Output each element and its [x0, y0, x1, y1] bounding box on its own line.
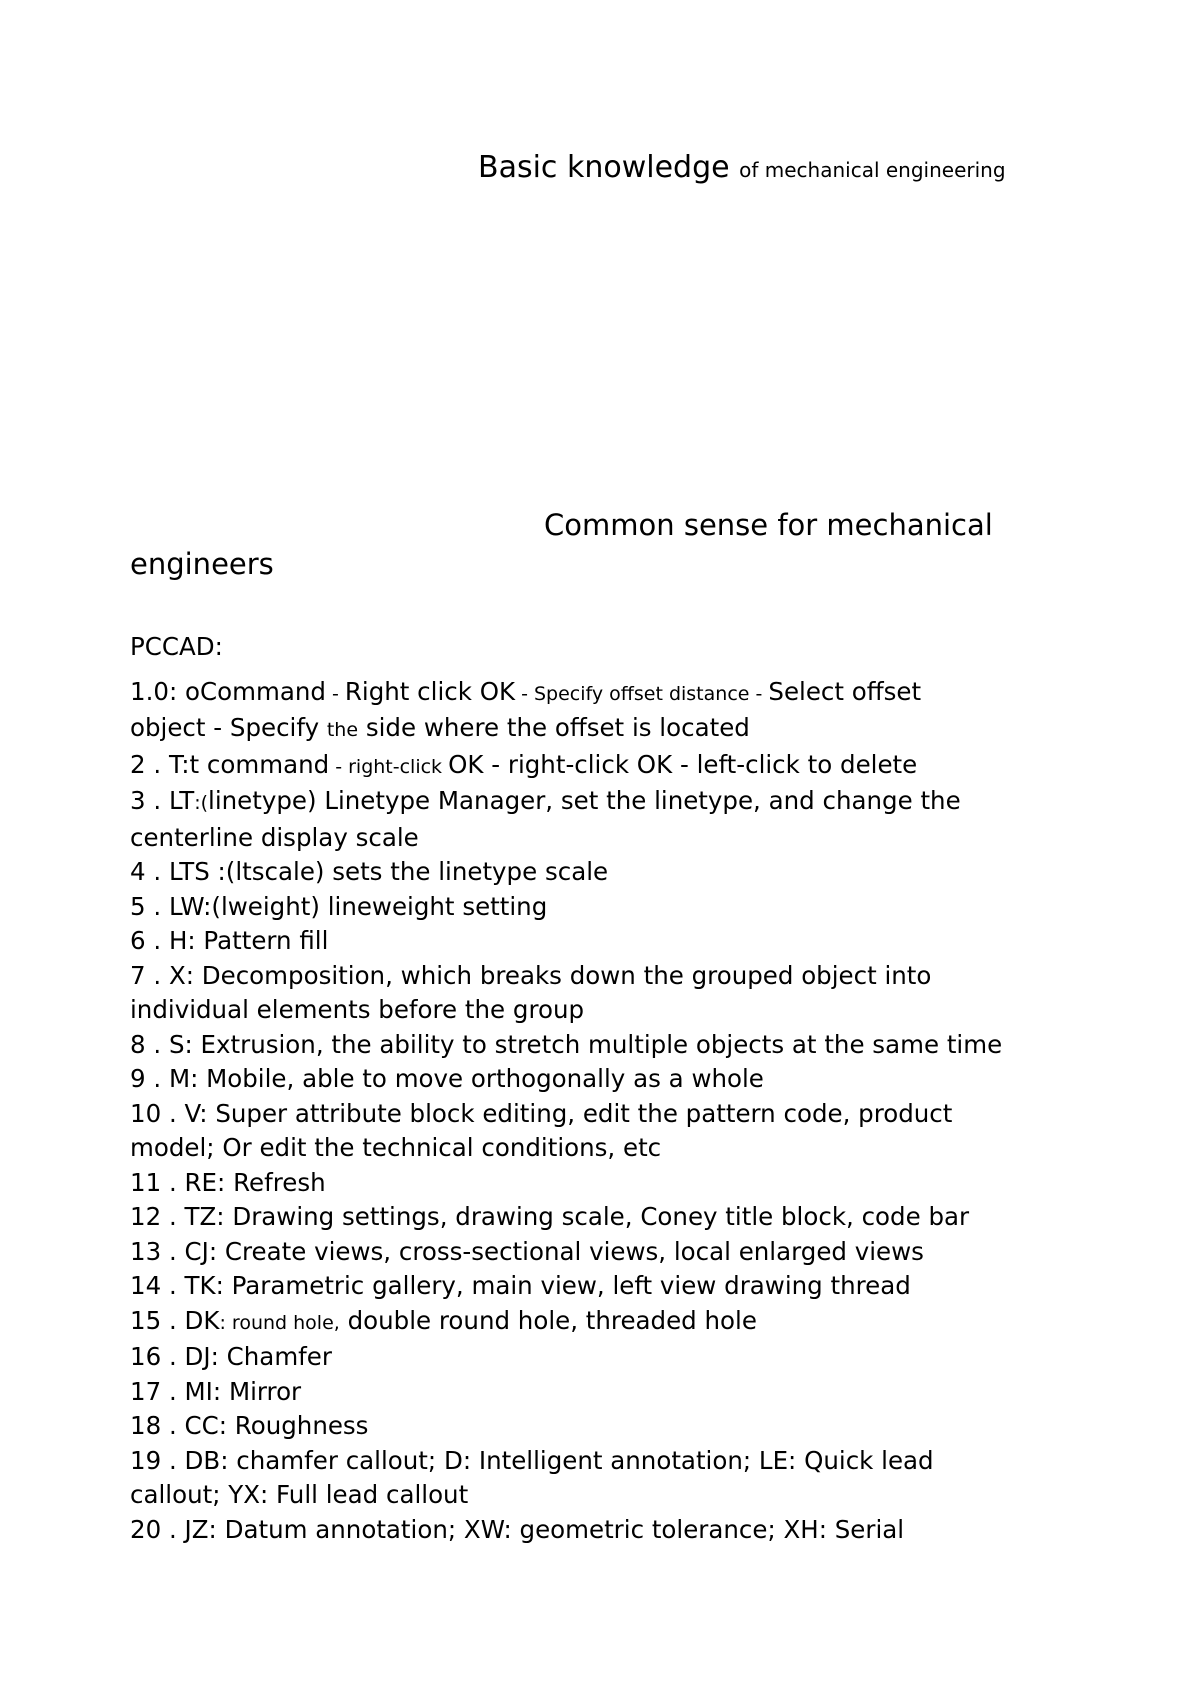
- list-item: 16 . DJ: Chamfer: [130, 1342, 332, 1371]
- list-item: 9 . M: Mobile, able to move orthogonally as a whole: [130, 1064, 764, 1093]
- list-item: 18 . CC: Roughness: [130, 1411, 369, 1440]
- list-item-continued: object - Specify the side where the offset is located: [130, 713, 750, 742]
- list-item: 10 . V: Super attribute block editing, edit the pattern code, product: [130, 1098, 953, 1128]
- command-list: [130, 630, 1090, 1547]
- list-item-continued: model; Or edit the technical conditions, etc: [130, 1133, 662, 1162]
- list-item-continued: centerline display scale: [130, 822, 419, 852]
- list-item: 4 . LTS :(ltscale) sets the linetype scale: [130, 857, 609, 886]
- title-main: Basic knowledge: [478, 150, 730, 185]
- list-item-continued: individual elements before the group: [130, 995, 585, 1024]
- list-item: 2 . T:t command - right-click OK - right-click OK - left-click to delete: [130, 749, 918, 779]
- list-item: 12 . TZ: Drawing settings, drawing scale, Coney title block, code bar: [130, 1202, 970, 1231]
- section-label: PCCAD:: [130, 632, 223, 661]
- list-item: 19 . DB: chamfer callout; D: Intelligent annotation; LE: Quick lead: [130, 1445, 934, 1475]
- list-item: 8 . S: Extrusion, the ability to stretch multiple objects at the same time: [130, 1029, 1003, 1059]
- list-item: 15 . DK: round hole, double round hole, threaded hole: [130, 1305, 757, 1335]
- list-item-continued: callout; YX: Full lead callout: [130, 1480, 469, 1509]
- list-item: 7 . X: Decomposition, which breaks down the grouped object into: [130, 960, 932, 990]
- list-item: 13 . CJ: Create views, cross-sectional views, local enlarged views: [130, 1236, 924, 1266]
- list-item: 20 . JZ: Datum annotation; XW: geometric tolerance; XH: Serial: [130, 1514, 905, 1544]
- list-item: 6 . H: Pattern fill: [130, 926, 329, 955]
- list-item: 17 . MI: Mirror: [130, 1376, 302, 1406]
- list-item: 11 . RE: Refresh: [130, 1167, 326, 1197]
- list-item: 14 . TK: Parametric gallery, main view, left view drawing thread: [130, 1271, 911, 1300]
- list-item: 1.0: oCommand - Right click OK - Specify offset distance - Select offset: [130, 676, 922, 706]
- list-item: 3 . LT:(linetype) Linetype Manager, set the linetype, and change the: [130, 786, 961, 815]
- section-heading: Common sense for mechanical engineers: [130, 508, 993, 581]
- title-sub: of mechanical engineering: [739, 158, 1006, 182]
- list-item: 5 . LW:(lweight) lineweight setting: [130, 891, 548, 921]
- document-title: [478, 148, 1006, 190]
